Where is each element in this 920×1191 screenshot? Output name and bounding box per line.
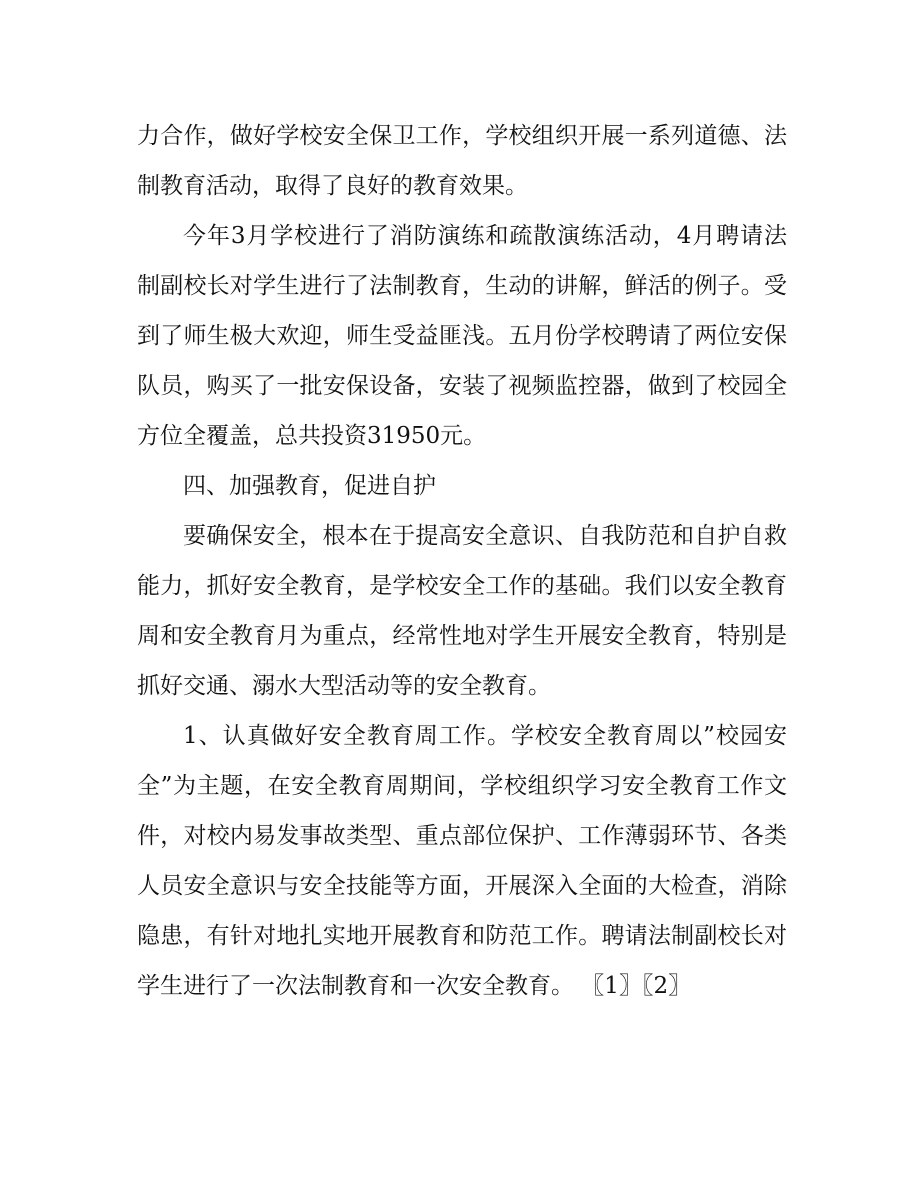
document-body (137, 111, 787, 1011)
paragraph-continuation: 力合作，做好学校安全保卫工作，学校组织开展一系列道德、法制教育活动，取得了良好的教育效果。 (137, 123, 787, 199)
section-heading-education: 四、加强教育，促进自护 (183, 473, 436, 499)
paragraph-safety-awareness: 要确保安全，根本在于提高安全意识、自我防范和自护自救能力，抓好安全教育，是学校安全工作的基础。我们以安全教育周和安全教育月为重点，经常性地对学生开展安全教育，特别是抓好交通、溺水大型活动等的安全教育。 (137, 523, 787, 699)
paragraph-safety-week: 1、认真做好安全教育周工作。学校安全教育周以”校园安全”为主题，在安全教育周期间，学校组织学习安全教育工作文件，对校内易发事故类型、重点部位保护、工作薄弱环节、各类人员安全意识与安全技能等方面，开展深入全面的大检查，消除隐患，有针对地扎实地开展教育和防范工作。聘请法制副校长对学生进行了一次法制教育和一次安全教育。 〖1〗〖2〗 (137, 723, 787, 999)
paragraph-fire-drill: 今年3月学校进行了消防演练和疏散演练活动，4月聘请法制副校长对学生进行了法制教育，生动的讲解，鲜活的例子。受到了师生极大欢迎，师生受益匪浅。五月份学校聘请了两位安保队员，购买了一批安保设备，安装了视频监控器，做到了校园全方位全覆盖，总共投资31950元。 (137, 223, 787, 449)
